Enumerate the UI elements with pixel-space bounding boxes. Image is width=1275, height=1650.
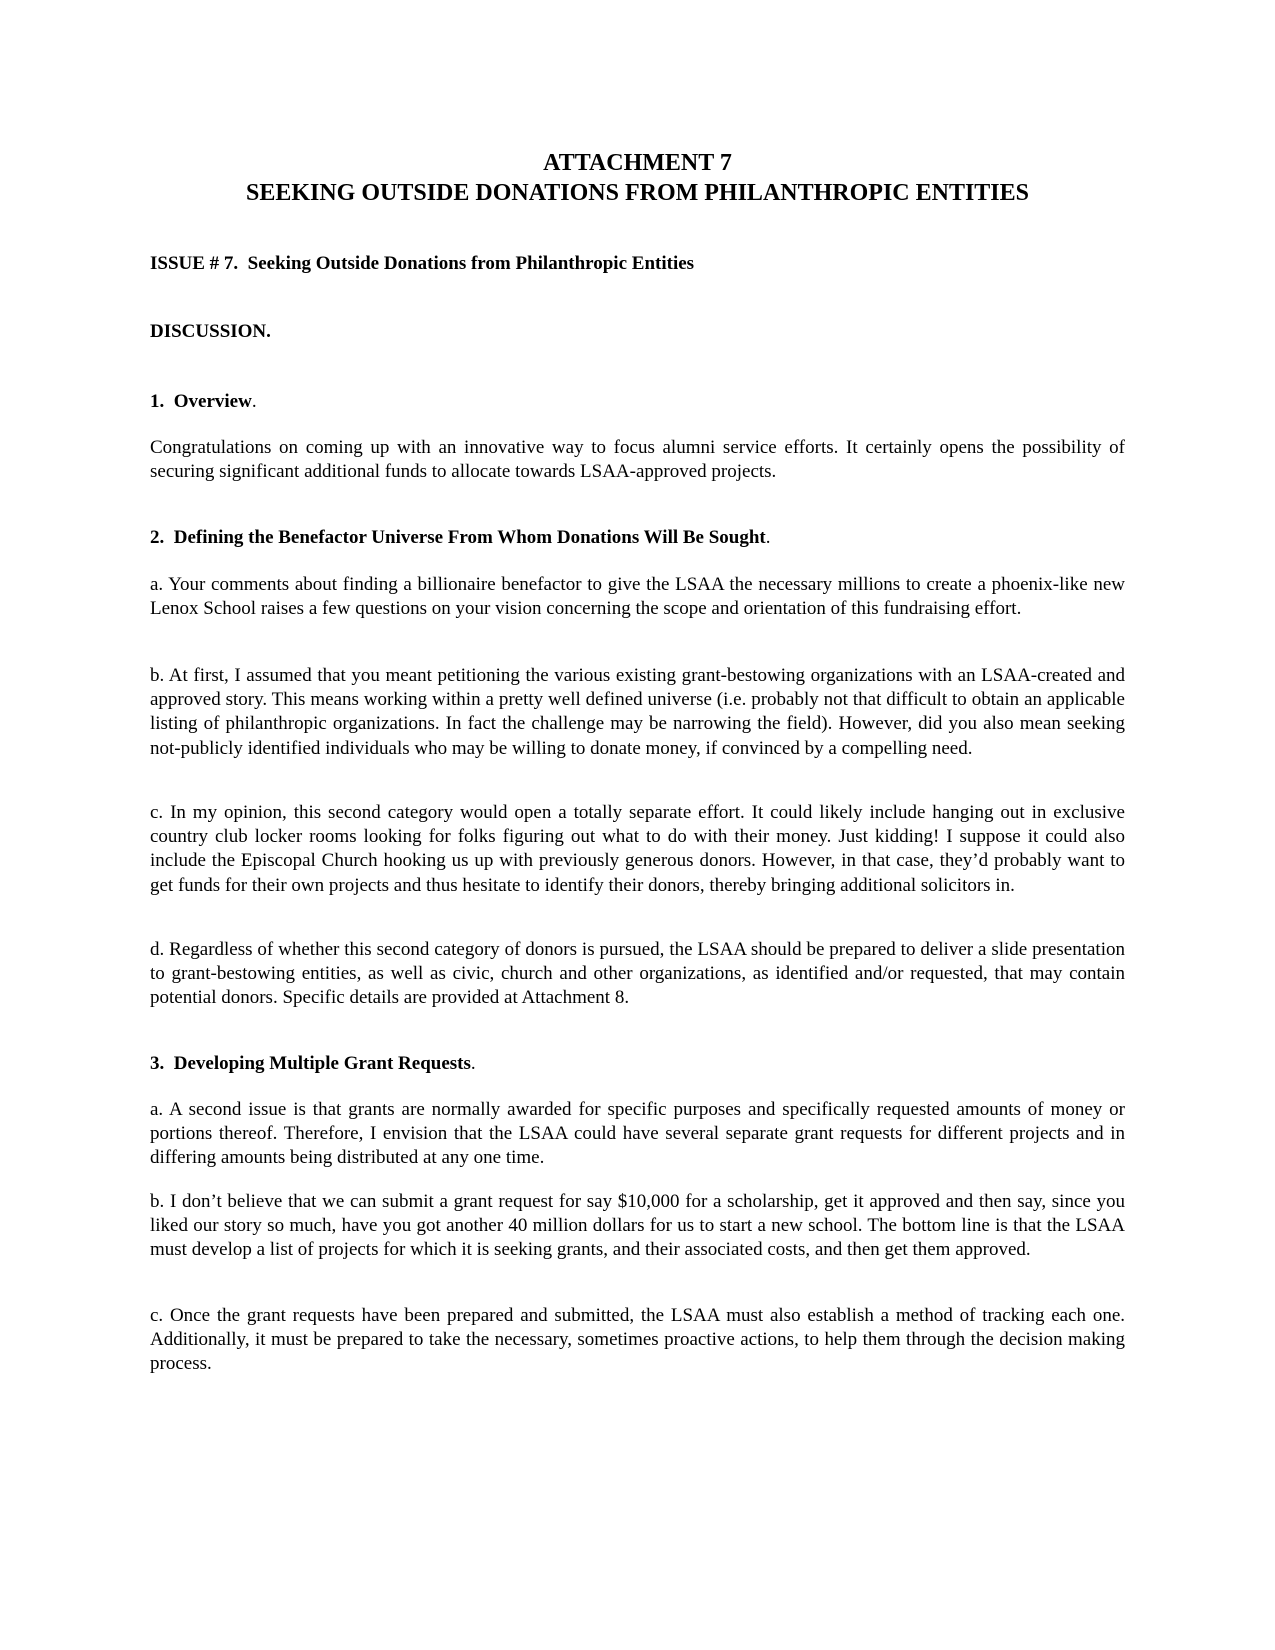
section-3-heading-punct: . [470, 1053, 476, 1074]
section-1-heading-punct: . [251, 391, 257, 412]
issue-separator: . [233, 253, 248, 274]
discussion-heading: DISCUSSION. [150, 321, 271, 342]
section-2-paragraph-d: d. Regardless of whether this second category of donors is pursued, the LSAA should be prepared to deliver a slide presentation to grant-bestowing entities, as well as civic, church and other organizations, as identified and/or requested, that may contain potential donors. Specific details are provided at Attachment 8. [150, 939, 1125, 1009]
section-1-heading [150, 390, 1125, 414]
issue-text: Seeking Outside Donations from Philanthropic Entities [247, 253, 695, 274]
issue-label: ISSUE # 7 [150, 253, 234, 274]
section-1-paragraph-1: Congratulations on coming up with an innovative way to focus alumni service efforts. It certainly opens the possibility of securing significant additional funds to allocate towards LSAA-approved projects. [150, 437, 1125, 483]
section-2-heading-text: 2. Defining the Benefactor Universe From Whom Donations Will Be Sought [150, 527, 766, 548]
section-2-heading-punct: . [765, 527, 771, 548]
section-3-paragraph-a: a. A second issue is that grants are normally awarded for specific purposes and specifically requested amounts of money or portions thereof. Therefore, I envision that the LSAA could have several separate grant requests for different projects and in differing amounts being distributed at any one time. [150, 1099, 1125, 1169]
section-2-paragraph-b: b. At first, I assumed that you meant petitioning the various existing grant-bestowing organizations with an LSAA-created and approved story. This means working within a pretty well defined universe (i.e. probably not that difficult to obtain an applicable listing of philanthropic organizations. In fact the challenge may be narrowing the field). However, did you also mean seeking not-publicly identified individuals who may be willing to donate money, if convinced by a compelling need. [150, 665, 1125, 759]
section-3-heading [150, 1052, 1125, 1076]
issue-heading [150, 252, 1125, 276]
title-line-1: ATTACHMENT 7 [543, 150, 732, 176]
section-3-paragraph-c: c. Once the grant requests have been prepared and submitted, the LSAA must also establish a method of tracking each one. Additionally, it must be prepared to take the necessary, sometimes proactive actions, to help them through the decision making process. [150, 1305, 1125, 1375]
document-title [150, 148, 1125, 208]
section-2-paragraph-a: a. Your comments about finding a billionaire benefactor to give the LSAA the necessary millions to create a phoenix-like new Lenox School raises a few questions on your vision concerning the scope and orientation of this fundraising effort. [150, 574, 1125, 620]
title-line-2: SEEKING OUTSIDE DONATIONS FROM PHILANTHROPIC ENTITIES [245, 180, 1030, 206]
section-1-heading-text: 1. Overview [150, 391, 252, 412]
section-3-heading-text: 3. Developing Multiple Grant Requests [150, 1053, 471, 1074]
section-2-heading [150, 526, 1125, 550]
section-3-paragraph-b: b. I don’t believe that we can submit a grant request for say $10,000 for a scholarship, get it approved and then say, since you liked our story so much, have you got another 40 million dollars for us to start a new school. The bottom line is that the LSAA must develop a list of projects for which it is seeking grants, and their associated costs, and then get them approved. [150, 1191, 1125, 1261]
section-2-paragraph-c: c. In my opinion, this second category would open a totally separate effort. It could likely include hanging out in exclusive country club locker rooms looking for folks figuring out what to do with their money. Just kidding! I suppose it could also include the Episcopal Church hooking us up with previously generous donors. However, in that case, they’d probably want to get funds for their own projects and thus hesitate to identify their donors, thereby bringing additional solicitors in. [150, 802, 1125, 896]
